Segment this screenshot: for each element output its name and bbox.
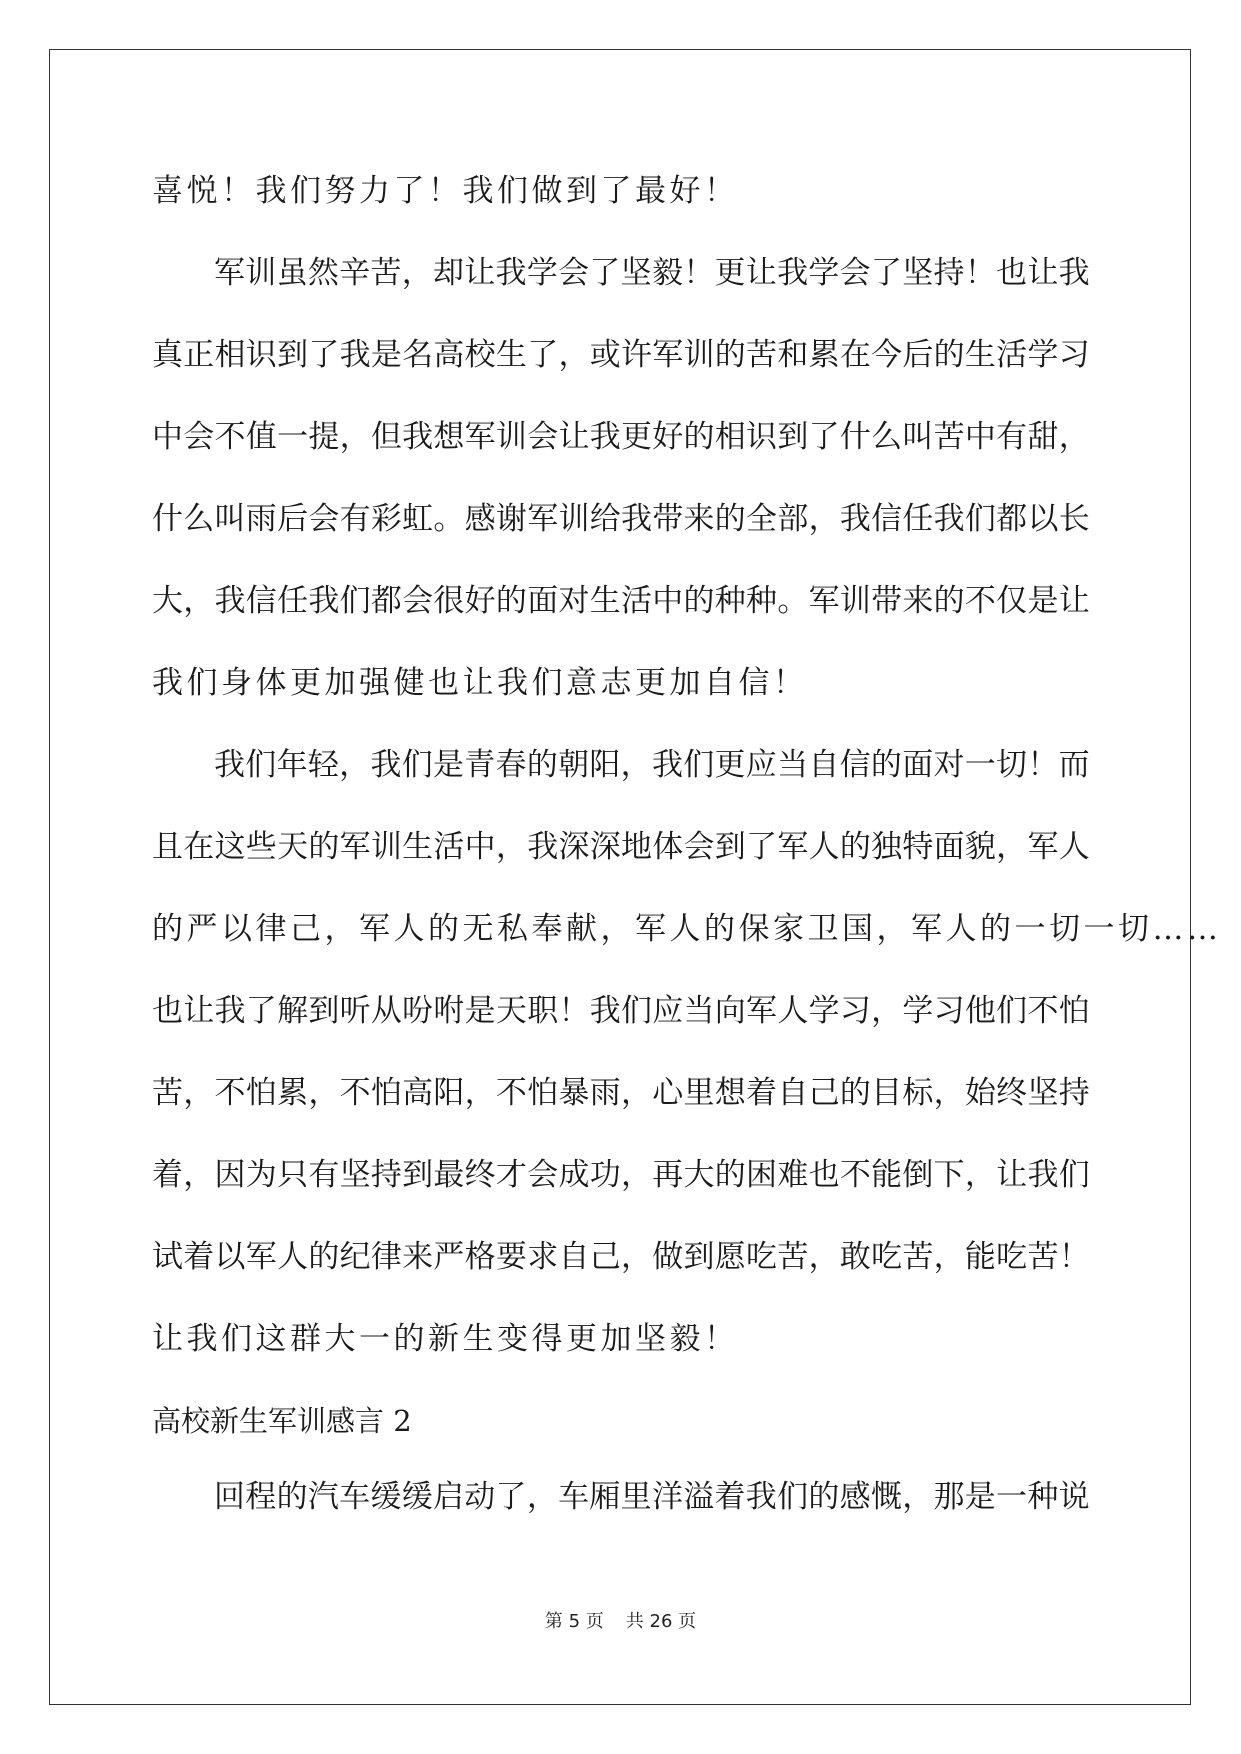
- text-line: 中 会 不 值 一 提 ， 但 我 想 军 训 会 让 我 更 好 的 相 识 到 了 什 么 叫 苦 中 有 甜 ，: [152, 419, 1090, 455]
- paragraph-block: [152, 163, 1222, 1393]
- text-line: 什 么 叫 雨 后 会 有 彩 虹 。 感 谢 军 训 给 我 带 来 的 全 部 ， 我 信 任 我 们 都 以 长: [152, 501, 1090, 537]
- text-line: 且 在 这 些 天 的 军 训 生 活 中 ， 我 深 深 地 体 会 到 了 军 人 的 独 特 面 貌 ， 军 人: [152, 829, 1090, 865]
- text-line: 喜悦！我们努力了！我们做到了最好！: [152, 173, 739, 209]
- text-line: 让我们这群大一的新生变得更加坚毅！: [152, 1321, 739, 1357]
- text-line: 我 们 年 轻 ， 我 们 是 青 春 的 朝 阳 ， 我 们 更 应 当 自 信 的 面 对 一 切 ！ 而: [214, 747, 1090, 783]
- text-line: 苦 ， 不 怕 累 ， 不 怕 高 阳 ， 不 怕 暴 雨 ， 心 里 想 着 自 己 的 目 标 ， 始 终 坚 持: [152, 1075, 1090, 1111]
- document-body: [152, 163, 1222, 1551]
- text-line: 着 ， 因 为 只 有 坚 持 到 最 终 才 会 成 功 ， 再 大 的 困 难 也 不 能 倒 下 ， 让 我 们: [152, 1157, 1090, 1193]
- section-heading: 高校新生军训感言 2: [152, 1404, 412, 1438]
- text-line: 军 训 虽 然 辛 苦 ， 却 让 我 学 会 了 坚 毅 ！ 更 让 我 学 会 了 坚 持 ！ 也 让 我: [214, 255, 1090, 291]
- text-line: 我们身体更加强健也让我们意志更加自信！: [152, 665, 808, 701]
- paragraph-block-2: [152, 1469, 1090, 1551]
- text-line: 大 ， 我 信 任 我 们 都 会 很 好 的 面 对 生 活 中 的 种 种 。 军 训 带 来 的 不 仅 是 让: [152, 583, 1090, 619]
- text-line: 的严以律己，军人的无私奉献，军人的保家卫国，军人的一切一切……: [152, 911, 1222, 947]
- page-total: 共 26 页: [625, 1611, 697, 1632]
- text-line: 真 正 相 识 到 了 我 是 名 高 校 生 了 ， 或 许 军 训 的 苦 和 累 在 今 后 的 生 活 学 习: [152, 337, 1090, 373]
- text-line: 也 让 我 了 解 到 听 从 吩 咐 是 天 职 ！ 我 们 应 当 向 军 人 学 习 ， 学 习 他 们 不 怕: [152, 993, 1090, 1029]
- page-number: 第 5 页: [544, 1611, 604, 1632]
- text-line: 试 着 以 军 人 的 纪 律 来 严 格 要 求 自 己 ， 做 到 愿 吃 苦 ， 敢 吃 苦 ， 能 吃 苦 ！: [152, 1239, 1090, 1275]
- text-line: 回 程 的 汽 车 缓 缓 启 动 了 ， 车 厢 里 洋 溢 着 我 们 的 感 慨 ， 那 是 一 种 说: [214, 1479, 1090, 1515]
- page-footer: [0, 1607, 1241, 1633]
